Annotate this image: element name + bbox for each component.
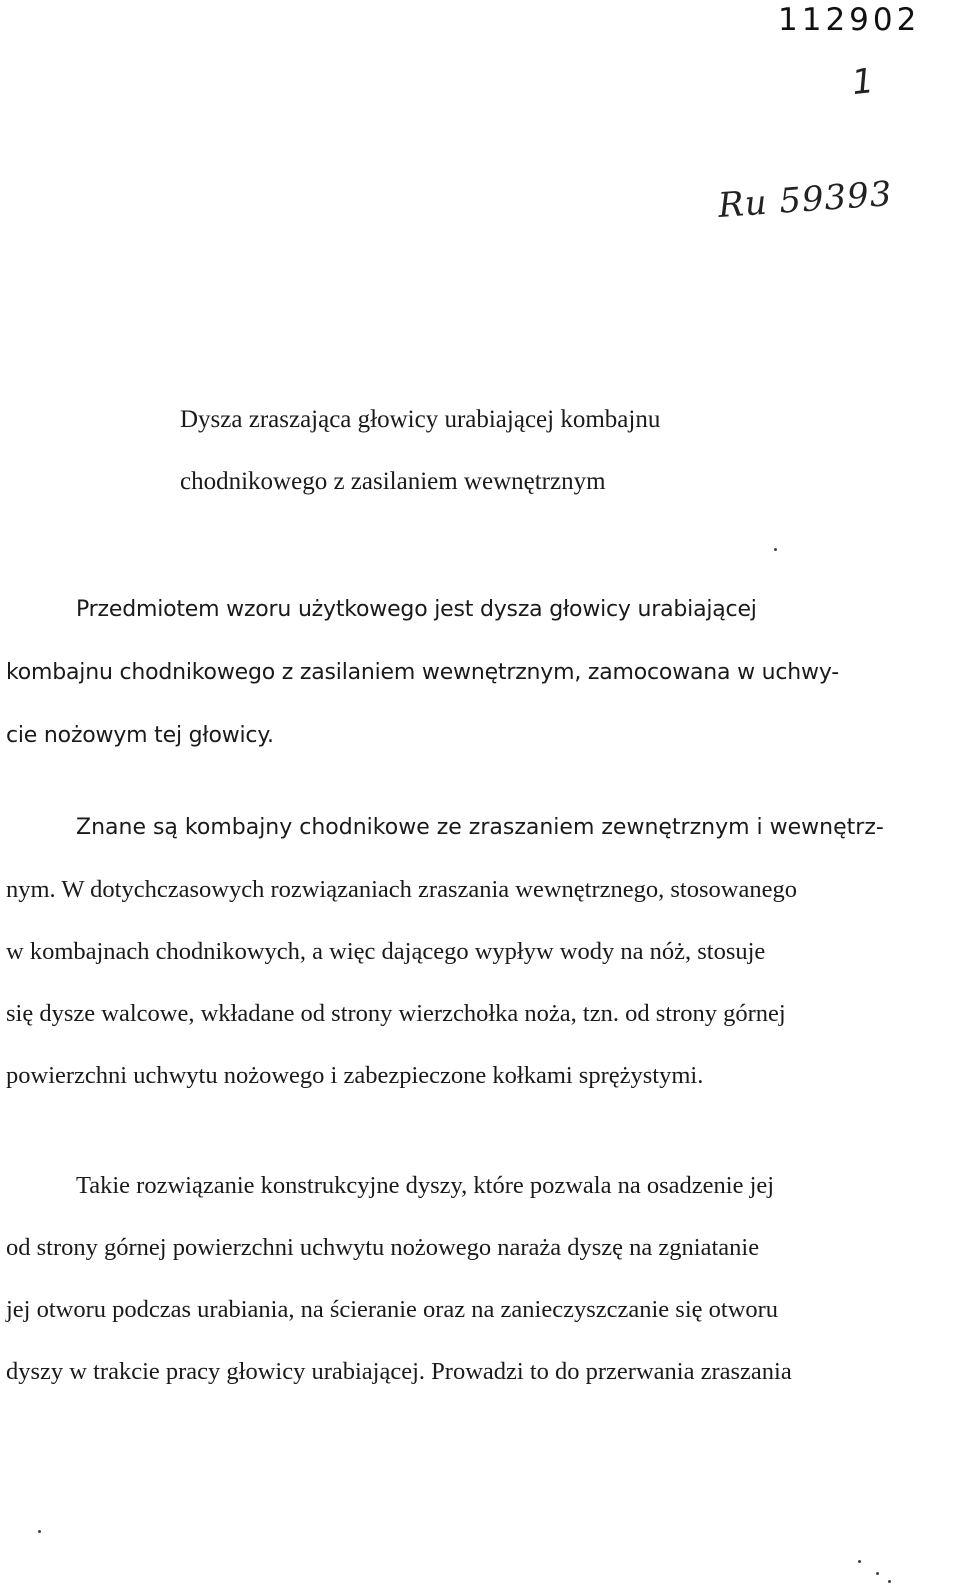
paragraph-line: w kombajnach chodnikowych, a więc dającego wypływ wody na nóż, stosuje <box>6 938 766 965</box>
paragraph-line: Takie rozwiązanie konstrukcyjne dyszy, które pozwala na osadzenie jej <box>76 1172 775 1199</box>
paragraph-line: cie nożowym tej głowicy. <box>6 723 274 748</box>
document-title <box>180 389 660 513</box>
paragraph-line: się dysze walcowe, wkładane od strony wierzchołka noża, tzn. od strony górnej <box>6 1000 786 1027</box>
scan-speck <box>888 1580 891 1583</box>
paragraph-line: Przedmiotem wzoru użytkowego jest dysza głowicy urabiającej <box>76 597 757 622</box>
paragraph-line: dyszy w trakcie pracy głowicy urabiającej. Prowadzi to do przerwania zraszania <box>6 1358 792 1385</box>
page-mark: 1 <box>849 60 876 104</box>
scan-speck <box>858 1560 861 1563</box>
paragraph-line: Znane są kombajny chodnikowe ze zraszaniem zewnętrznym i wewnętrz- <box>76 815 884 840</box>
paragraph-drawbacks <box>6 1155 906 1403</box>
scan-speck <box>38 1530 41 1533</box>
paragraph-line: od strony górnej powierzchni uchwytu nożowego naraża dyszę na zgniatanie <box>6 1234 760 1261</box>
paragraph-line: nym. W dotychczasowych rozwiązaniach zraszania wewnętrznego, stosowanego <box>6 876 797 903</box>
paragraph-line: powierzchni uchwytu nożowego i zabezpieczone kołkami sprężystymi. <box>6 1062 704 1089</box>
paragraph-line: jej otworu podczas urabiania, na ścieranie oraz na zanieczyszczanie się otworu <box>6 1296 779 1323</box>
title-line: Dysza zraszająca głowicy urabiającej kombajnu <box>180 406 661 433</box>
title-line: chodnikowego z zasilaniem wewnętrznym <box>180 468 606 495</box>
scan-speck <box>774 548 777 551</box>
handwritten-note: Ru 59393 <box>716 173 894 227</box>
document-number: 112902 <box>778 2 921 38</box>
paragraph-line: kombajnu chodnikowego z zasilaniem wewnętrznym, zamocowana w uchwy- <box>6 660 840 685</box>
scan-speck <box>876 1572 879 1575</box>
paragraph-prior-art <box>6 797 906 1107</box>
paragraph-subject <box>6 578 906 767</box>
